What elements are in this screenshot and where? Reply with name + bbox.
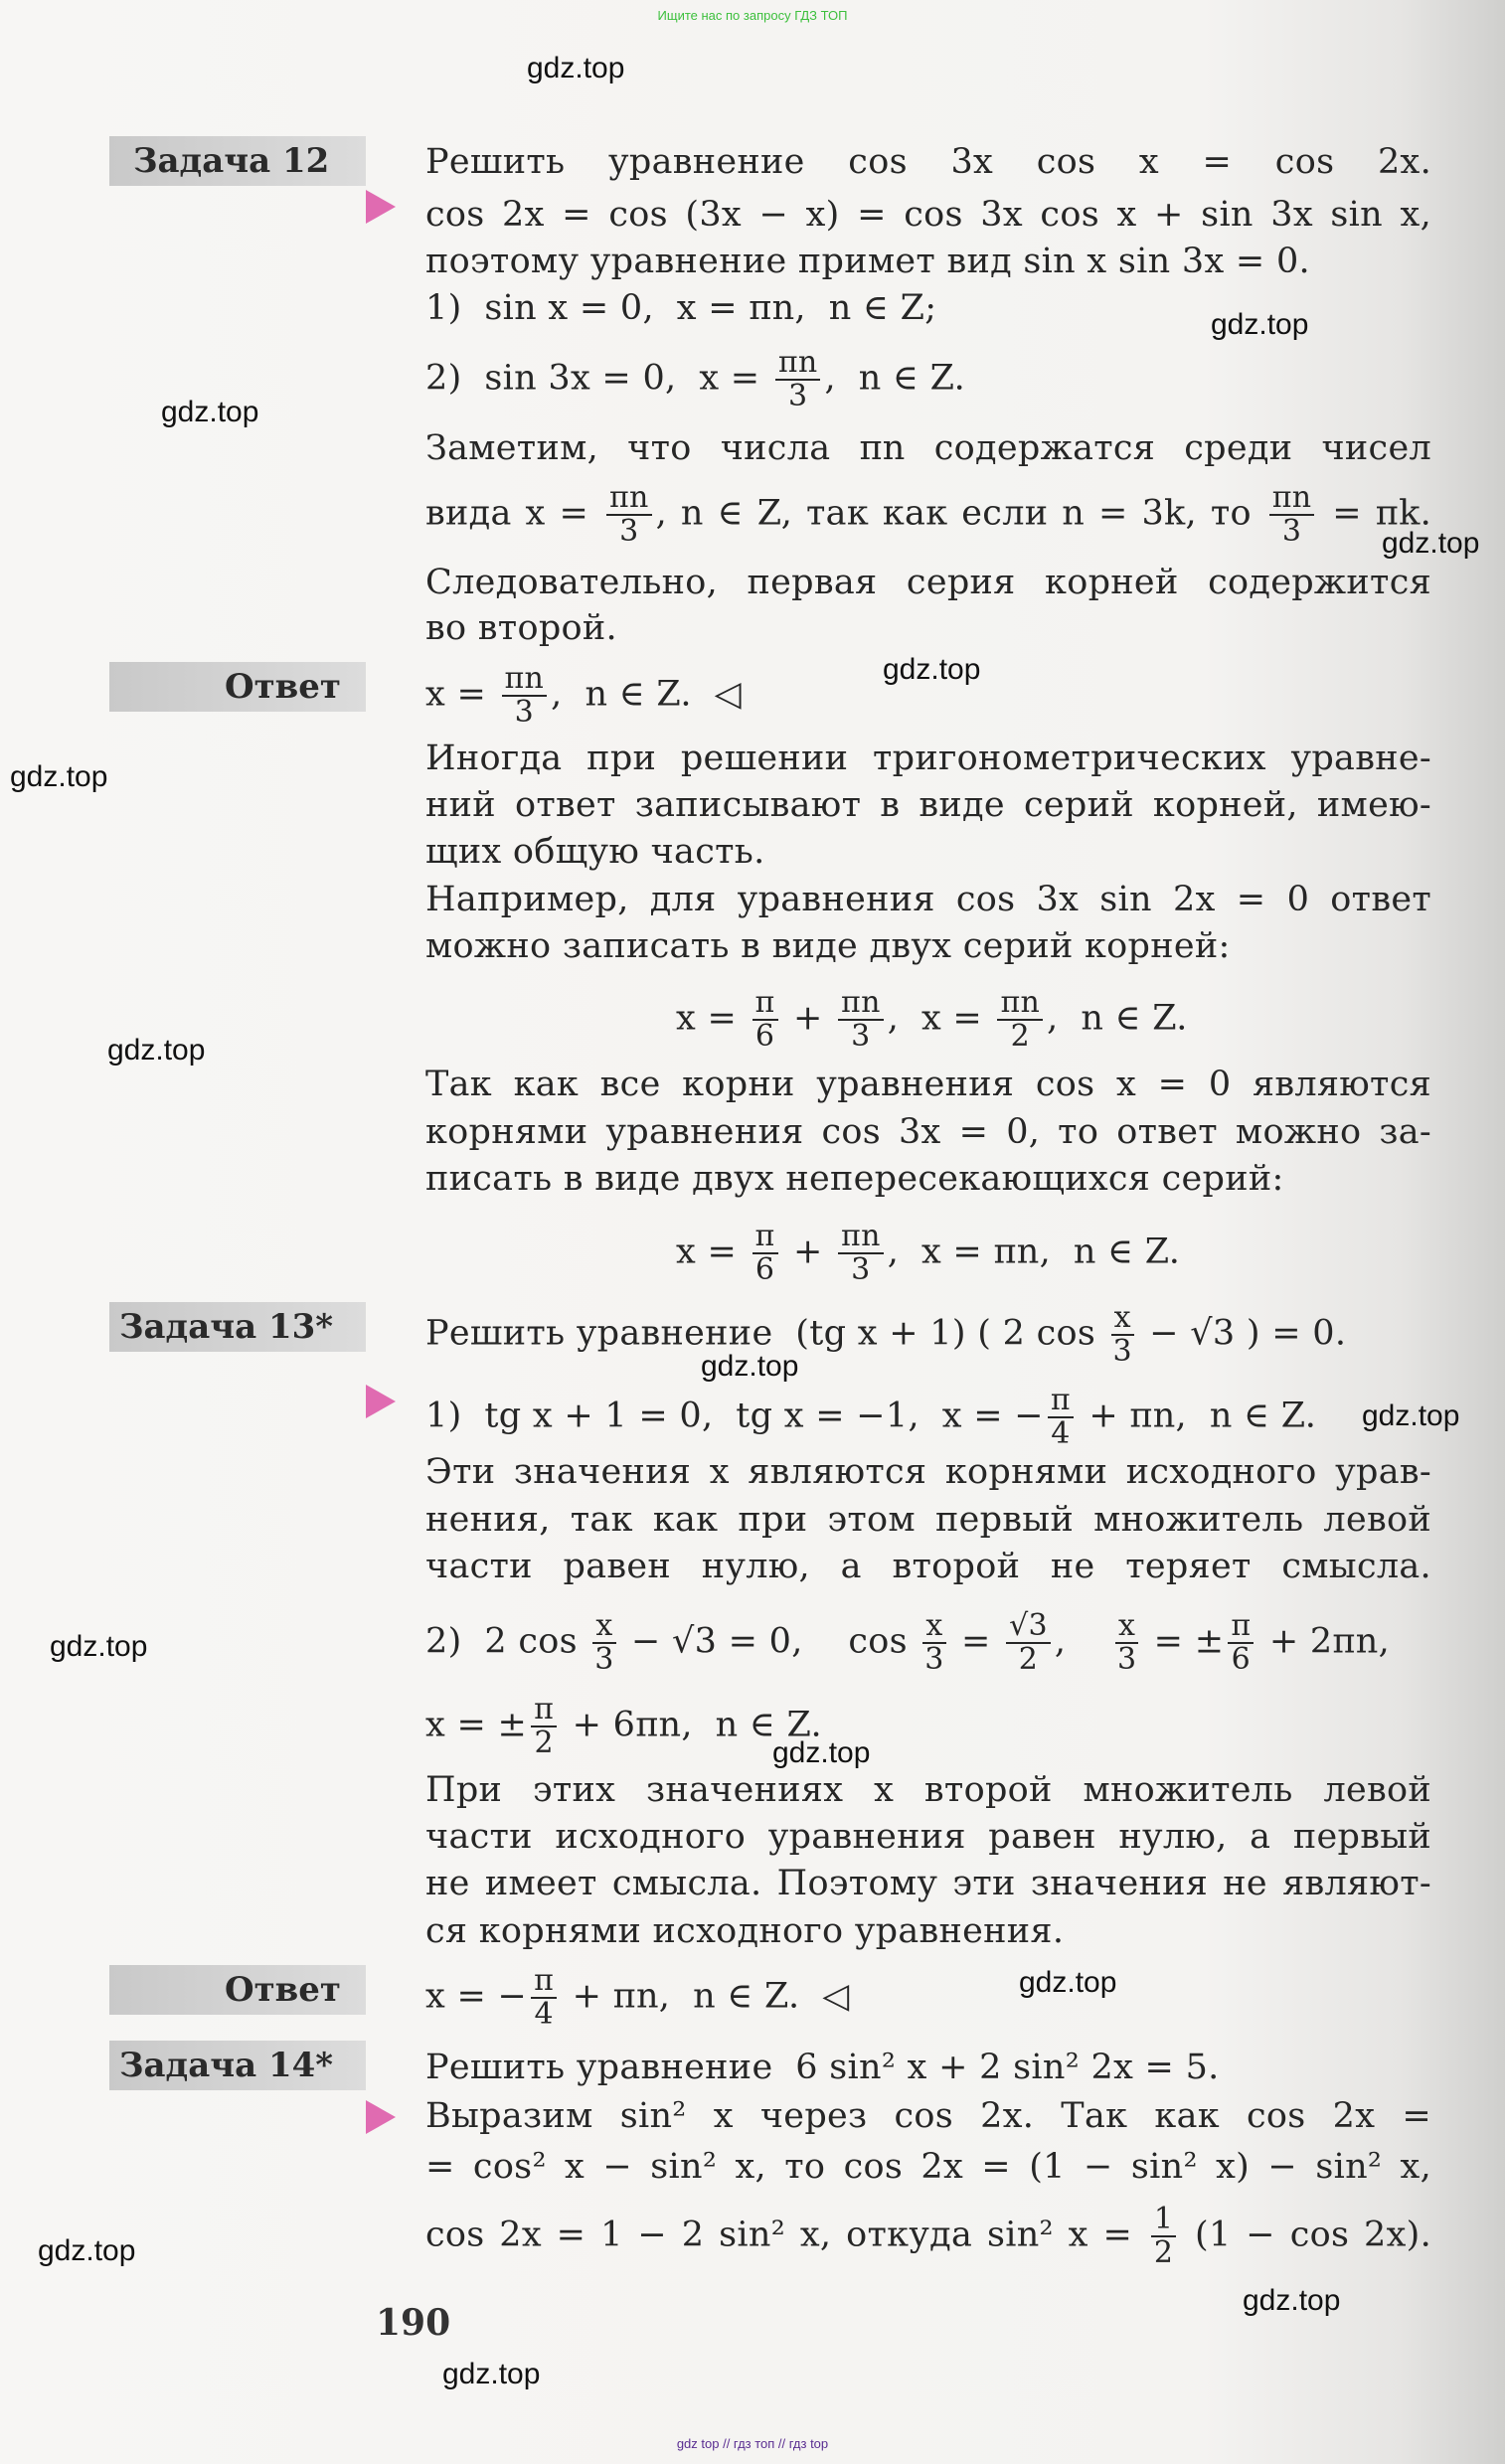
text-line — [425, 1497, 1431, 1543]
text-segment: части исходного уравнения равен нулю, а первый — [425, 1817, 1431, 1857]
numerator: √3 — [1006, 1610, 1051, 1644]
denominator: 3 — [1116, 1642, 1137, 1677]
text-line — [425, 560, 1431, 605]
numerator: πn — [1269, 482, 1315, 516]
text-segment: = — [949, 1621, 1003, 1662]
text-line — [425, 1062, 1431, 1107]
text-segment: x = — [425, 674, 498, 715]
fraction — [922, 1610, 945, 1676]
numerator: x — [592, 1610, 615, 1644]
denominator: 6 — [754, 1019, 775, 1054]
text-line — [425, 1544, 1431, 1589]
watermark-text: gdz.top — [38, 2234, 136, 2267]
numerator: π — [531, 1965, 557, 1999]
text-segment: , n ∈ Z. — [824, 358, 966, 399]
text-segment: Решить уравнение cos 3x cos x = cos 2x. — [425, 142, 1431, 182]
solution-start-marker-icon — [366, 2100, 396, 2134]
task-13-label — [109, 1302, 366, 1352]
text-line — [676, 1221, 1180, 1286]
text-segment: Эти значения x являются корнями исходного урав- — [425, 1452, 1431, 1492]
numerator: x — [922, 1610, 945, 1644]
text-segment: + 2πn, — [1257, 1621, 1391, 1662]
solution-start-marker-icon — [366, 190, 396, 224]
text-line — [425, 2144, 1431, 2190]
watermark-text: gdz.top — [10, 760, 108, 793]
denominator: 3 — [594, 1642, 614, 1677]
text-line — [425, 605, 1431, 651]
text-line — [425, 1767, 1431, 1813]
fraction — [752, 987, 778, 1053]
numerator: πn — [838, 987, 884, 1021]
text-line — [425, 1965, 1431, 2031]
fraction — [1111, 1302, 1134, 1368]
text-line — [425, 829, 1431, 875]
denominator: 3 — [514, 695, 535, 730]
text-line — [425, 239, 1431, 284]
text-line — [425, 2093, 1431, 2139]
denominator: 2 — [534, 1725, 554, 1760]
fraction — [531, 1965, 557, 2031]
text-line — [425, 192, 1431, 238]
text-segment: cos 2x = cos (3x − x) = cos 3x cos x + sin 3x sin x, — [425, 195, 1431, 235]
watermark-text: gdz.top — [1362, 1399, 1460, 1432]
text-line — [425, 1694, 1431, 1759]
text-line — [425, 736, 1431, 781]
fraction — [1228, 1610, 1254, 1676]
numerator: 1 — [1151, 2204, 1176, 2237]
numerator: πn — [775, 347, 821, 381]
text-segment: корнями уравнения cos 3x = 0, то ответ можно за- — [425, 1112, 1431, 1152]
text-segment: 2) sin 3x = 0, x = — [425, 358, 771, 399]
denominator: 3 — [924, 1642, 944, 1677]
text-line — [425, 1610, 1431, 1676]
text-line — [425, 1861, 1431, 1906]
task-12-label — [109, 136, 366, 186]
text-segment: , n ∈ Z. — [1047, 998, 1188, 1039]
text-segment: Решить уравнение 6 sin² x + 2 sin² 2x = 5. — [425, 2048, 1220, 2087]
watermark-text: gdz.top — [1019, 1966, 1117, 1999]
footer-note: gdz top // гдз топ // гдз top — [676, 2436, 829, 2451]
fraction — [606, 482, 652, 548]
denominator: 3 — [1112, 1334, 1132, 1369]
text-segment: x = − — [425, 1976, 528, 2017]
watermark-text: gdz.top — [527, 52, 625, 84]
watermark-text: gdz.top — [1211, 308, 1309, 341]
text-segment: Решить уравнение (tg x + 1) ( 2 cos — [425, 1313, 1107, 1354]
text-segment: Заметим, что числа πn содержатся среди чисел — [425, 428, 1431, 468]
denominator: 2 — [1018, 1642, 1039, 1677]
text-segment: + — [781, 1232, 835, 1272]
watermark-text: gdz.top — [772, 1736, 871, 1769]
text-segment: поэтому уравнение примет вид sin x sin 3x = 0. — [425, 242, 1310, 281]
fraction — [1269, 482, 1315, 548]
text-segment: , x = πn, n ∈ Z. — [887, 1232, 1181, 1272]
text-line — [425, 1156, 1431, 1202]
text-line — [425, 1302, 1431, 1368]
text-line — [425, 1908, 1431, 1954]
answer-text: Ответ — [224, 667, 341, 707]
denominator: 3 — [851, 1019, 871, 1054]
denominator: 4 — [534, 1997, 554, 2032]
denominator: 6 — [1231, 1642, 1252, 1677]
numerator: πn — [997, 987, 1043, 1021]
fraction — [1048, 1385, 1074, 1450]
text-segment: Следовательно, первая серия корней содержится — [425, 563, 1431, 602]
answer-label — [109, 662, 366, 712]
text-line — [425, 347, 1431, 412]
numerator: x — [1115, 1610, 1138, 1644]
text-line — [425, 482, 1431, 548]
watermark-text: gdz.top — [701, 1350, 799, 1383]
fraction — [502, 663, 548, 729]
text-segment: − √3 = 0, cos — [619, 1621, 920, 1662]
text-line — [425, 923, 1431, 969]
fraction — [838, 987, 884, 1053]
numerator: x — [1111, 1302, 1134, 1336]
page-number: 190 — [376, 2302, 451, 2344]
text-segment: = πk. — [1318, 493, 1432, 534]
watermark-text: gdz.top — [161, 396, 259, 428]
fraction — [775, 347, 821, 412]
numerator: π — [752, 1221, 778, 1254]
text-line — [425, 877, 1431, 922]
denominator: 3 — [1281, 514, 1302, 549]
watermark-text: gdz.top — [107, 1034, 206, 1067]
text-segment: + πn, n ∈ Z. — [1077, 1396, 1317, 1436]
text-segment: + — [781, 998, 835, 1039]
text-segment: + πn, n ∈ Z. ◁ — [561, 1976, 850, 2017]
text-segment: = ± — [1142, 1621, 1225, 1662]
text-segment: x = — [676, 1232, 749, 1272]
text-segment: нения, так как при этом первый множитель левой — [425, 1500, 1431, 1540]
fraction — [752, 1221, 778, 1286]
denominator: 6 — [754, 1252, 775, 1287]
numerator: πn — [838, 1221, 884, 1254]
text-line — [425, 425, 1431, 471]
text-segment: , n ∈ Z. ◁ — [551, 674, 742, 715]
denominator: 3 — [851, 1252, 871, 1287]
watermark-text: gdz.top — [883, 653, 981, 686]
task-12-text: Задача 12 — [133, 141, 330, 181]
text-segment: x = — [676, 998, 749, 1039]
task-14-text: Задача 14* — [119, 2046, 334, 2085]
task-14-label — [109, 2041, 366, 2090]
watermark-text: gdz.top — [50, 1630, 148, 1663]
denominator: 3 — [619, 514, 639, 549]
text-line — [425, 782, 1431, 828]
text-segment: 1) sin x = 0, x = πn, n ∈ Z; — [425, 288, 937, 328]
text-segment: вида x = — [425, 493, 602, 534]
text-segment: − √3 ) = 0. — [1137, 1313, 1347, 1354]
answer-text-2: Ответ — [224, 1970, 341, 2010]
answer-label-2 — [109, 1965, 366, 2015]
solution-start-marker-icon — [366, 1385, 396, 1418]
text-segment: x = ± — [425, 1705, 528, 1745]
text-segment: во второй. — [425, 608, 617, 648]
denominator: 2 — [1010, 1019, 1030, 1054]
denominator: 3 — [787, 379, 808, 413]
denominator: 2 — [1153, 2235, 1174, 2270]
text-line — [425, 1109, 1431, 1155]
text-line — [425, 1449, 1431, 1495]
numerator: πn — [502, 663, 548, 697]
text-line — [425, 1814, 1431, 1860]
text-segment: 2) 2 cos — [425, 1621, 589, 1662]
text-segment: писать в виде двух непересекающихся серий: — [425, 1159, 1284, 1199]
fraction — [1151, 2204, 1176, 2269]
denominator: 4 — [1051, 1416, 1071, 1451]
text-segment: Например, для уравнения cos 3x sin 2x = 0 ответ — [425, 880, 1431, 919]
watermark-text: gdz.top — [1243, 2284, 1341, 2317]
numerator: π — [1228, 1610, 1254, 1644]
text-line — [676, 987, 1188, 1053]
watermark-text: gdz.top — [1382, 527, 1480, 560]
text-segment: щих общую часть. — [425, 832, 765, 872]
text-segment: Выразим sin² x через cos 2x. Так как cos 2x = — [425, 2096, 1431, 2136]
text-segment: ний ответ записывают в виде серий корней, имею- — [425, 785, 1431, 825]
header-note: Ищите нас по запросу ГДЗ ТОП — [657, 8, 848, 23]
task-13-text: Задача 13* — [119, 1307, 334, 1347]
text-segment: При этих значениях x второй множитель левой — [425, 1770, 1431, 1810]
text-segment: Так как все корни уравнения cos x = 0 являются — [425, 1065, 1431, 1104]
text-line — [425, 139, 1431, 185]
fraction — [592, 1610, 615, 1676]
text-line — [425, 2045, 1431, 2090]
text-segment: Иногда при решении тригонометрических уравне- — [425, 739, 1431, 778]
text-segment: 1) tg x + 1 = 0, tg x = −1, x = − — [425, 1396, 1044, 1436]
text-segment: ся корнями исходного уравнения. — [425, 1911, 1065, 1951]
text-line — [425, 2204, 1431, 2269]
text-segment: , — [1054, 1621, 1112, 1662]
text-segment: + 6πn, n ∈ Z. — [561, 1705, 822, 1745]
fraction — [531, 1694, 557, 1759]
text-segment: cos 2x = 1 − 2 sin² x, откуда sin² x = — [425, 2215, 1147, 2255]
fraction — [838, 1221, 884, 1286]
numerator: π — [1048, 1385, 1074, 1418]
text-segment: , n ∈ Z, так как если n = 3k, то — [655, 493, 1265, 534]
numerator: πn — [606, 482, 652, 516]
text-segment: = cos² x − sin² x, то cos 2x = (1 − sin² x) − sin² x, — [425, 2147, 1431, 2187]
numerator: π — [752, 987, 778, 1021]
text-segment: не имеет смысла. Поэтому эти значения не являют- — [425, 1864, 1431, 1903]
text-segment: части равен нулю, а второй не теряет смысла. — [425, 1547, 1431, 1586]
numerator: π — [531, 1694, 557, 1727]
text-segment: (1 − cos 2x). — [1180, 2215, 1431, 2255]
fraction — [997, 987, 1043, 1053]
watermark-text: gdz.top — [442, 2358, 541, 2390]
text-segment: можно записать в виде двух серий корней: — [425, 926, 1231, 966]
fraction — [1006, 1610, 1051, 1676]
text-segment: , x = — [887, 998, 994, 1039]
text-line — [425, 1385, 1431, 1450]
fraction — [1115, 1610, 1138, 1676]
